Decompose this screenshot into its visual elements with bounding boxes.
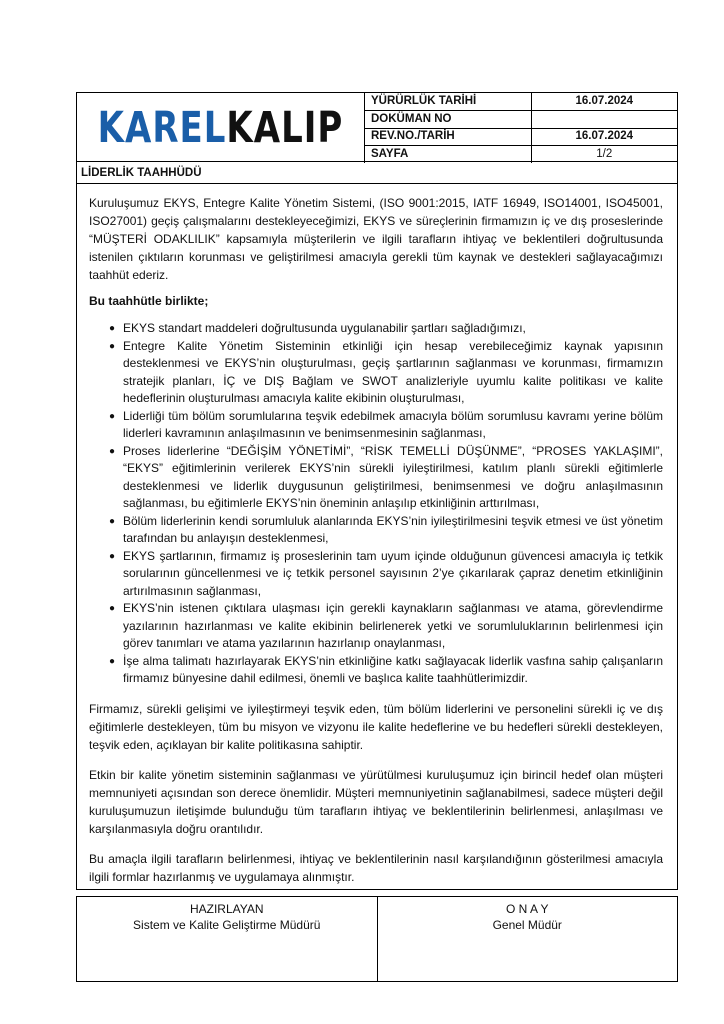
list-item [109,600,663,653]
list-item [109,513,663,548]
meta-value: 16.07.2024 [531,128,677,146]
meta-value: 16.07.2024 [531,93,677,111]
logo-part-kalip: KALIP [226,103,344,153]
bullet-icon: ● [109,323,116,334]
meta-row-document-no [365,111,677,129]
list-item-text: Entegre Kalite Yönetim Sisteminin etkinliği için hesap verebileceğimiz kaynak yapısının desteklenmesi ve EKYS’nin oluşturulması, geçiş şartlarının sağlanması ve korunması, firmamızın stratejik planları, İÇ ve DIŞ Bağlam ve SWOT analizleriyle uyumlu kalite politikası ve kalite hedeflerinin oluşturulması amacıyla kalite ekibinin oluşturulması, [123,338,663,405]
prepared-by-cell [77,897,378,981]
document-title: LİDERLİK TAAHHÜDÜ [76,162,678,184]
commitment-lead: Bu taahhütle birlikte; [89,294,209,308]
meta-value [531,111,677,129]
approval-footer [76,896,678,982]
list-item-text: Bölüm liderlerinin kendi sorumluluk alanlarında EKYS’nin iyileştirilmesini teşvik etmesi ve üst yönetim tarafından bu anlayışın desteklenmesi, [123,513,663,545]
logo-cell [77,93,365,163]
prepared-by-role: Sistem ve Kalite Geliştirme Müdürü [133,918,321,932]
meta-label: REV.NO./TARİH [365,128,531,146]
meta-label: YÜRÜRLÜK TARİHİ [365,93,531,111]
quality-policy-paragraph: Firmamız, sürekli gelişimi ve iyileştirmeyi teşvik eden, tüm bölüm liderlerini ve personelini sürekli iç ve dış eğitimlerle destekleyen, tüm bu misyon ve vizyonu ile kalite hedeflerine ve bu hedefleri sürekli destekleyen, teşvik eden, açıklayan bir kalite politikasına sahiptir. [89,701,663,752]
list-item-text: EKYS şartlarının, firmamız iş proseslerinin tam uyum içinde olduğunun güvencesi amacıyla iç tetkik sorularının güncellenmesi ve iç tetkik personel sayısının 2’ye çıkarılarak çapraz denetim etkinliğinin artırılmasının sağlanması, [123,548,663,598]
logo-part-karel: KAREL [97,103,227,153]
list-item-text: Proses liderlerine “DEĞİŞİM YÖNETİMİ”, “RİSK TEMELLİ DÜŞÜNME”, “PROSES YAKLAŞIMI”, “EKYS” eğitimlerinin verilerek EKYS’nin sürekli iyileştirilmesi, katılım planlı sürekli eğitimlerle desteklenmesi ve liderlik duygusunun geliştirilmesi, benimsenmesi ve doğru anlaşılmasının sağlanması, bu eğitimlerle EKYS’nin öneminin anlaşılıp etkinliğinin arttırılması, [123,443,663,510]
approval-role: Genel Müdür [492,918,562,932]
list-item [109,408,663,443]
document-header [76,92,678,162]
bullet-icon: ● [109,550,116,562]
meta-row-effective-date [365,93,677,111]
list-item [109,548,663,601]
bullet-icon: ● [109,340,116,352]
list-item-text: EKYS standart maddeleri doğrultusunda uygulanabilir şartları sağladığımızı, [123,321,526,335]
document-meta-table [365,93,677,163]
commitment-list [109,320,663,688]
customer-satisfaction-paragraph: Etkin bir kalite yönetim sisteminin sağlanması ve yürütülmesi kuruluşumuz için birincil hedef olan müşteri memnuniyeti açısından son derece önemlidir. Müşteri memnuniyetinin sağlanabilmesi, sadece müşteri değil kuruluşumuzun iletişimde bulunduğu tüm tarafların ihtiyaç ve beklentilerinin belirlenmesi, anlaşılması ve karşılanmasıyla doğru orantılıdır. [89,767,663,836]
bullet-icon: ● [109,655,116,667]
list-item [109,443,663,513]
meta-row-revision [365,128,677,146]
list-item [109,320,663,338]
list-item-text: Liderliği tüm bölüm sorumlularına teşvik edebilmek amacıyla bölüm sorumlusu kavramı yerine bölüm liderleri kavramının anlaşılmasının ve benimsenmesinin sağlanması, [123,408,663,440]
meta-row-page [365,146,677,164]
list-item [109,338,663,408]
approval-title: O N A Y [506,902,549,916]
list-item-text: EKYS’nin istenen çıktılara ulaşması için gerekli kaynakların sağlanması ve atama, görevlendirme yazılarının hazırlanması ve kalite ekibinin belirlenerek yetki ve sorumluluklarının belirlenmesi için görev tanımları ve atama yazılarının hazırlanıp onaylanması, [123,601,663,650]
forms-paragraph: Bu amaçla ilgili tarafların belirlenmesi, ihtiyaç ve beklentilerinin nasıl karşılandığının gösterilmesi amacıyla ilgili formlar hazırlanmış ve uygulamaya alınmıştır. [89,851,663,884]
list-item-text: İşe alma talimatı hazırlayarak EKYS’nin etkinliğine katkı sağlayacak liderlik vasfına sahip çalışanların firmamız bünyesine dahil edilmesi, önemli ve başlıca kalite taahhütlerimizdir. [123,653,663,685]
list-item [109,653,663,688]
approval-cell [378,897,678,981]
document-body [76,184,678,890]
prepared-by-title: HAZIRLAYAN [189,902,264,916]
company-logo [97,103,344,153]
intro-paragraph: Kuruluşumuz EKYS, Entegre Kalite Yönetim Sistemi, (ISO 9001:2015, IATF 16949, ISO14001, ISO45001, ISO27001) geçiş çalışmalarını destekleyeceğimizi, EKYS ve süreçlerinin firmamızın iç ve dış proseslerinde “MÜŞTERİ ODAKLILIK” kapsamıyla müşterilerin ve ilgili tarafların ihtiyaç ve beklentileri doğrultusunda istenilen çıktıların korunması ve geliştirilmesi amacıyla gerekli tüm kaynak ve destekleri sağlayacağımızı taahhüt ederiz. [89,196,663,282]
bullet-icon: ● [109,445,116,457]
meta-label: SAYFA [365,146,531,164]
bullet-icon: ● [109,603,116,614]
bullet-icon: ● [109,410,116,422]
meta-value: 1/2 [596,147,613,160]
bullet-icon: ● [109,515,116,527]
meta-label: DOKÜMAN NO [365,111,531,129]
